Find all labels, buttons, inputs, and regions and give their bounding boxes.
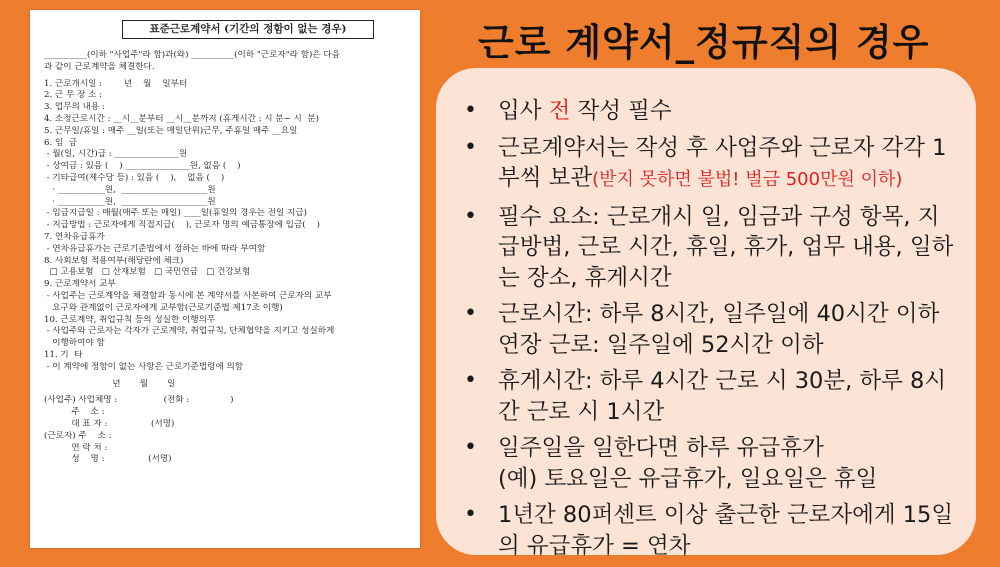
document-line: 3. 업무의 내용 : bbox=[44, 102, 105, 113]
bullet-text: 연장 근로: 일주일에 52시간 이하 bbox=[498, 331, 824, 358]
document-line: 성 명 : (서명) bbox=[44, 454, 172, 465]
document-line: __________(이하 "사업주"라 함)과(와) __________(이하 "근로자"라 함)은 다음 bbox=[44, 50, 340, 60]
bullet-dot-icon: • bbox=[464, 203, 477, 229]
document-line: 이행하여야 함 bbox=[44, 338, 105, 349]
bullet-text: 근로계약서는 작성 후 사업주와 근로자 각각 1부씩 보관 bbox=[498, 134, 947, 191]
content-panel bbox=[436, 68, 976, 559]
bullet-dot-icon: • bbox=[464, 368, 477, 393]
document-line: 연 락 처 : bbox=[44, 442, 108, 453]
document-line: - 월(일, 시간)급 : _______________원 bbox=[44, 149, 188, 160]
document-line: - 사업주와 근로자는 각자가 근로계약, 취업규칙, 단체협약을 지키고 성실하게 bbox=[44, 326, 335, 337]
document-line: - 지급방법 : 근로자에게 직접지급( ), 근로자 명의 예금통장에 입금( ) bbox=[44, 220, 320, 231]
bullet-dot-icon: • bbox=[464, 301, 477, 326]
bullet-dot-icon: • bbox=[464, 502, 477, 527]
document-line: 대 표 자 : (서명) bbox=[44, 418, 175, 429]
contract-document-image bbox=[30, 10, 420, 548]
document-line: 11. 기 타 bbox=[44, 349, 83, 360]
document-line: - 상여금 : 있음 ( ) _______________원, 없음 ( ) bbox=[44, 161, 241, 172]
bullet-item bbox=[458, 202, 958, 294]
document-body bbox=[44, 50, 412, 466]
document-line: 과 같이 근로계약을 체결한다. bbox=[44, 61, 155, 72]
bullet-text: (받지 못하면 불법! 벌금 500만원 이하) bbox=[592, 169, 903, 190]
document-line: 4. 소정근로시간 : __시__분부터 __시__분까지 (휴게시간 : 시 분~ 시 분) bbox=[44, 113, 319, 124]
document-line: · ___________원, ____________________원 bbox=[44, 184, 216, 195]
document-title: 표준근로계약서 (기간의 정함이 없는 경우) bbox=[122, 20, 374, 39]
document-line: · ___________원, ____________________원 bbox=[44, 196, 216, 207]
document-line: 요구와 관계없이 근로자에게 교부함(근로기준법 제17조 이행) bbox=[44, 302, 283, 313]
bullet-text: (예) 토요일은 유급휴가, 일요일은 휴일 bbox=[498, 465, 878, 492]
document-line: 2. 근 무 장 소 : bbox=[44, 90, 102, 101]
document-line: - 이 계약에 정함이 없는 사항은 근로기준법령에 의함 bbox=[44, 361, 244, 372]
bullet-text: 필수 요소: 근로개시 일, 임금과 구성 항목, 지급방법, 근로 시간, 휴일, 휴가, 업무 내용, 일하는 장소, 휴게시간 bbox=[498, 203, 954, 291]
slide-title: 근로 계약서_정규직의 경우 bbox=[478, 21, 930, 64]
bullet-text: 휴게시간: 하루 4시간 근로 시 30분, 하루 8시간 근로 시 1시간 bbox=[498, 368, 947, 425]
bullet-item bbox=[458, 366, 958, 427]
bullet-text: 일주일을 일한다면 하루 유급휴가 bbox=[498, 435, 824, 461]
document-line: (사업주) 사업체명 : (전화 : ) bbox=[44, 395, 234, 406]
document-line: 9. 근로계약서 교부 bbox=[44, 279, 116, 290]
document-line: 5. 근무일/휴일 : 매주 __일(또는 매일단위)근무, 주휴일 매주 __요일 bbox=[44, 125, 298, 136]
bullet-item bbox=[458, 433, 958, 494]
bullet-item bbox=[458, 133, 958, 196]
document-line: - 임금지급일 : 매월(매주 또는 매일) ____일(휴일의 경우는 전일 지급) bbox=[44, 208, 307, 219]
document-line: 7. 연차유급휴가 bbox=[44, 231, 105, 242]
bullet-item bbox=[458, 299, 958, 360]
document-line: - 연차유급휴가는 근로기준법에서 정하는 바에 따라 부여함 bbox=[44, 243, 266, 254]
bullet-dot-icon: • bbox=[464, 435, 477, 460]
document-line: 주 소 : bbox=[44, 407, 105, 418]
document-line: 년 월 일 bbox=[44, 378, 176, 389]
bullet-text: 1년간 80퍼센트 이상 출근한 근로자에게 15일의 유급휴가 = 연차 bbox=[498, 502, 954, 559]
bullet-text: 근로시간: 하루 8시간, 일주일에 40시간 이하 bbox=[498, 301, 940, 327]
bullet-text: 작성 필수 bbox=[570, 98, 672, 124]
bullet-text: 입사 bbox=[498, 98, 549, 124]
bullet-item bbox=[458, 500, 958, 561]
bullet-list bbox=[458, 96, 958, 567]
bullet-text: 전 bbox=[548, 98, 571, 124]
document-line: 6. 임 금 bbox=[44, 137, 77, 148]
document-line: - 사업주는 근로계약을 체결함과 동시에 본 계약서를 사본하여 근로자의 교부 bbox=[44, 290, 332, 301]
document-line: 1. 근로개시일 : 년 월 일부터 bbox=[44, 78, 188, 89]
document-line: (근로자) 주 소 : bbox=[44, 430, 112, 441]
document-line: □ 고용보험 □ 산재보험 □ 국민연금 □ 건강보험 bbox=[44, 267, 251, 278]
document-line: - 기타급여(제수당 등) : 있음 ( ), 없음 ( ) bbox=[44, 172, 225, 183]
bullet-dot-icon: • bbox=[464, 98, 477, 123]
document-line: 8. 사회보험 적용여부(해당란에 체크) bbox=[44, 255, 184, 266]
bullet-item bbox=[458, 96, 958, 127]
document-line: 10. 근로계약, 취업규칙 등의 성실한 이행의무 bbox=[44, 314, 216, 325]
bullet-dot-icon: • bbox=[464, 134, 477, 160]
